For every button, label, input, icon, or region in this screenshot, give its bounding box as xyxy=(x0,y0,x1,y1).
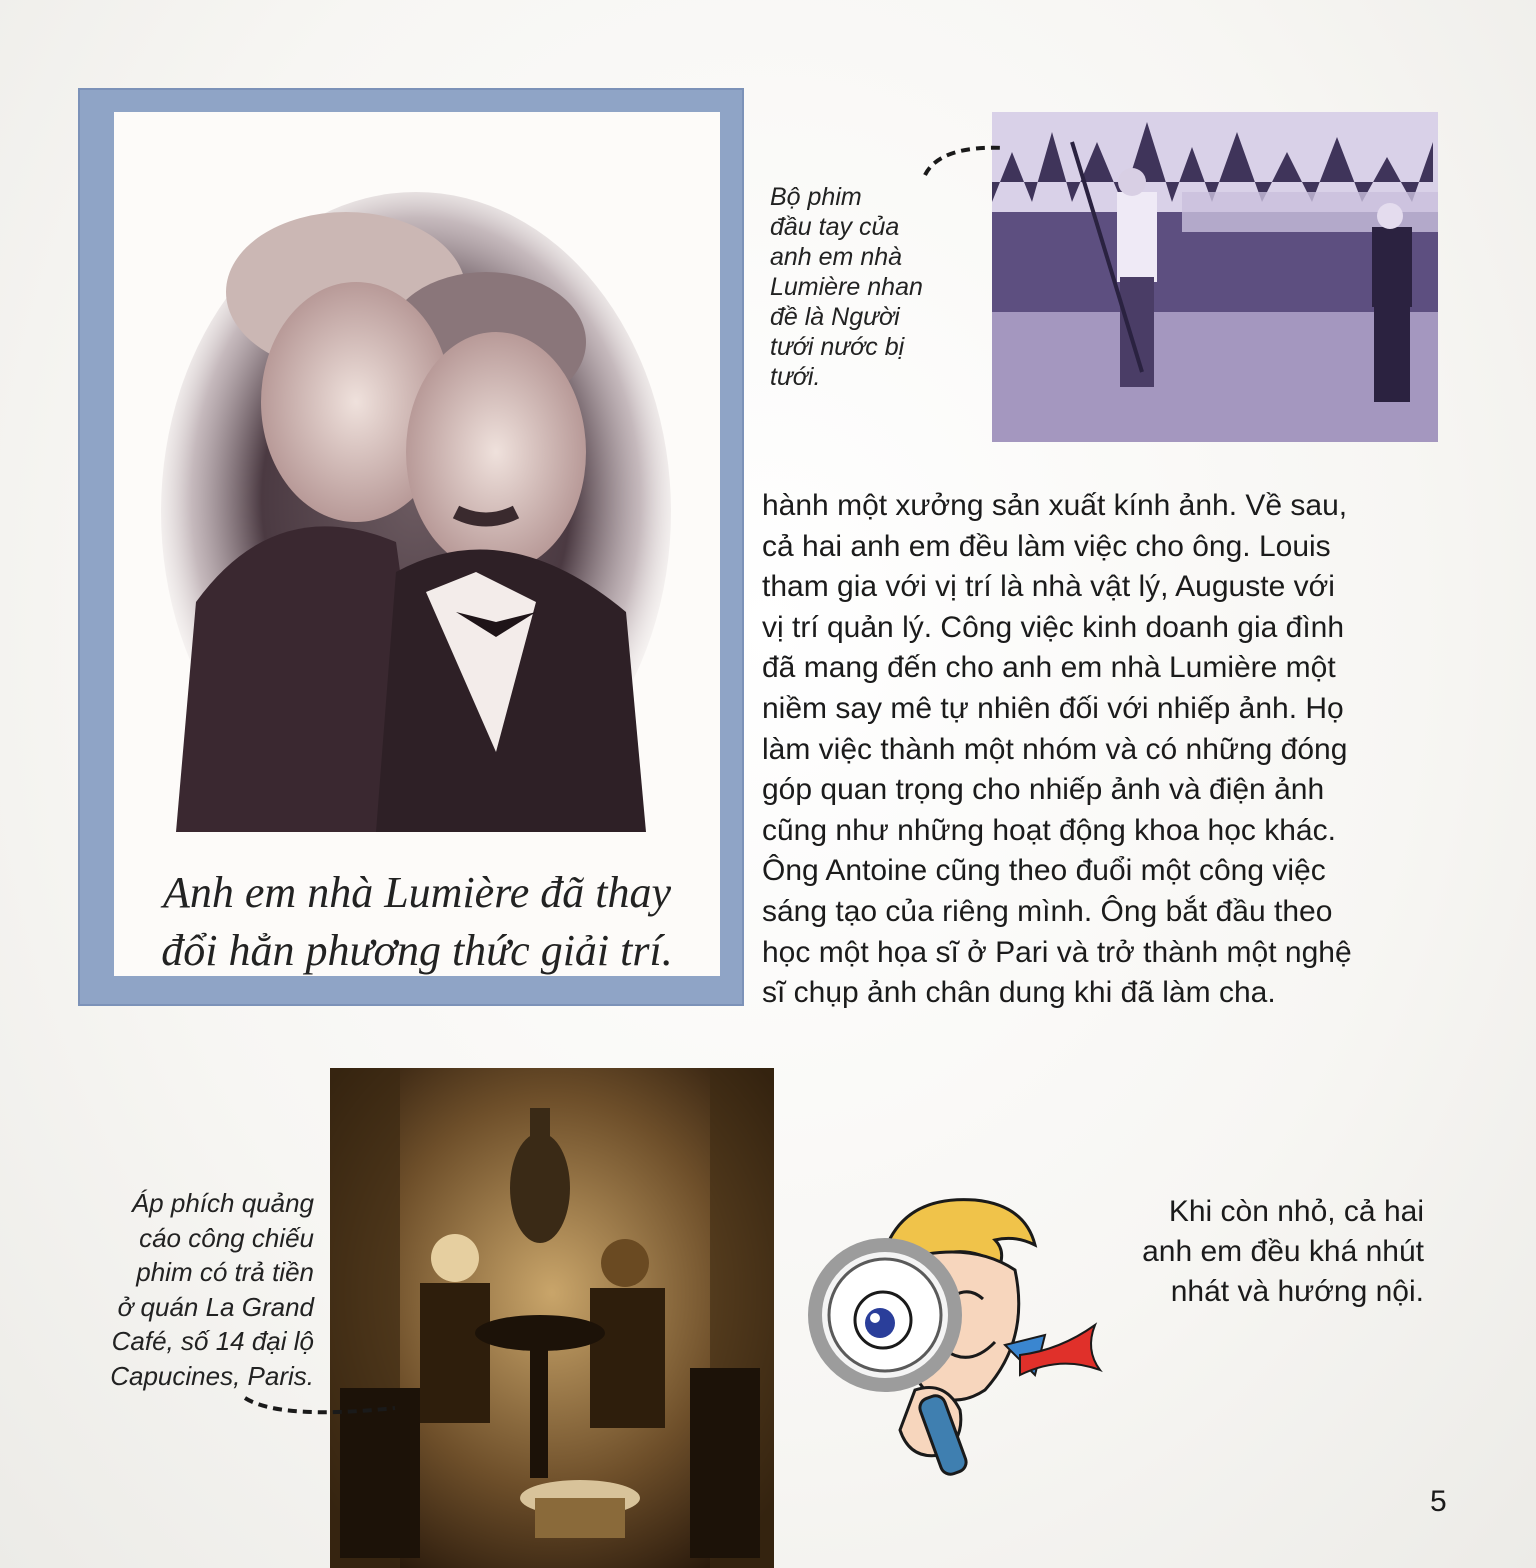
portrait-caption-line: Anh em nhà Lumière đã thay xyxy=(163,868,671,917)
garden-film-still xyxy=(992,112,1438,442)
body-paragraph xyxy=(762,486,1442,1014)
chess-caption-line: Café, số 14 đại lộ xyxy=(111,1326,314,1356)
garden-caption-line: đề là Người xyxy=(770,303,900,331)
chess-caption-leader xyxy=(240,1390,400,1430)
page-number: 5 xyxy=(1430,1485,1447,1518)
garden-caption-line: anh em nhà xyxy=(770,243,903,271)
chess-caption xyxy=(60,1186,314,1393)
chess-caption-line: ở quán La Grand xyxy=(117,1291,314,1322)
cartoon-magnifying-glass-icon xyxy=(805,1190,1105,1490)
body-line: học một họa sĩ ở Pari và trở thành một nghệ xyxy=(762,935,1352,969)
portrait-card xyxy=(114,112,720,976)
body-line: sáng tạo của riêng mình. Ông bắt đầu theo xyxy=(762,894,1333,928)
garden-caption-line: Lumière nhan xyxy=(770,273,923,301)
body-line: cũng như những hoạt động khoa học khác. xyxy=(762,813,1336,847)
chess-caption-line: Áp phích quảng xyxy=(131,1188,314,1218)
garden-caption-line: đầu tay của xyxy=(770,213,900,241)
garden-caption-line: tưới nước bị xyxy=(770,333,905,361)
chess-players-photo xyxy=(330,1068,774,1568)
portrait-frame xyxy=(78,88,744,1006)
garden-caption-leader xyxy=(920,130,1010,180)
garden-caption-line: Bộ phim xyxy=(770,183,862,211)
body-line: niềm say mê tự nhiên đối với nhiếp ảnh. Họ xyxy=(762,691,1344,725)
body-line: sĩ chụp ảnh chân dung khi đã làm cha. xyxy=(762,976,1276,1010)
body-line: hành một xưởng sản xuất kính ảnh. Về sau, xyxy=(762,489,1348,522)
body-line: Ông Antoine cũng theo đuổi một công việc xyxy=(762,854,1326,888)
body-line: tham gia với vị trí là nhà vật lý, Auguste với xyxy=(762,570,1335,604)
chess-caption-line: Capucines, Paris. xyxy=(110,1360,314,1391)
garden-caption-line: tưới. xyxy=(770,363,821,391)
body-line: đã mang đến cho anh em nhà Lumière một xyxy=(762,651,1336,685)
lumiere-brothers-portrait xyxy=(156,172,676,832)
body-line: làm việc thành một nhóm và có những đóng xyxy=(762,732,1348,766)
portrait-caption-line: đổi hẳn phương thức giải trí. xyxy=(161,926,673,975)
body-line: vị trí quản lý. Công việc kinh doanh gia đình xyxy=(762,610,1345,644)
fact-line: Khi còn nhỏ, cả hai xyxy=(1168,1195,1424,1228)
chess-caption-line: cáo công chiếu xyxy=(139,1222,314,1253)
portrait-caption xyxy=(134,864,700,980)
chess-caption-line: phim có trả tiền xyxy=(136,1257,314,1287)
fact-line: nhát và hướng nội. xyxy=(1170,1275,1424,1308)
fact-note xyxy=(1084,1192,1424,1312)
body-line: cả hai anh em đều làm việc cho ông. Louis xyxy=(762,529,1331,563)
garden-caption xyxy=(770,182,980,392)
fact-line: anh em đều khá nhút xyxy=(1142,1235,1424,1268)
body-line: góp quan trọng cho nhiếp ảnh và điện ảnh xyxy=(762,773,1325,807)
